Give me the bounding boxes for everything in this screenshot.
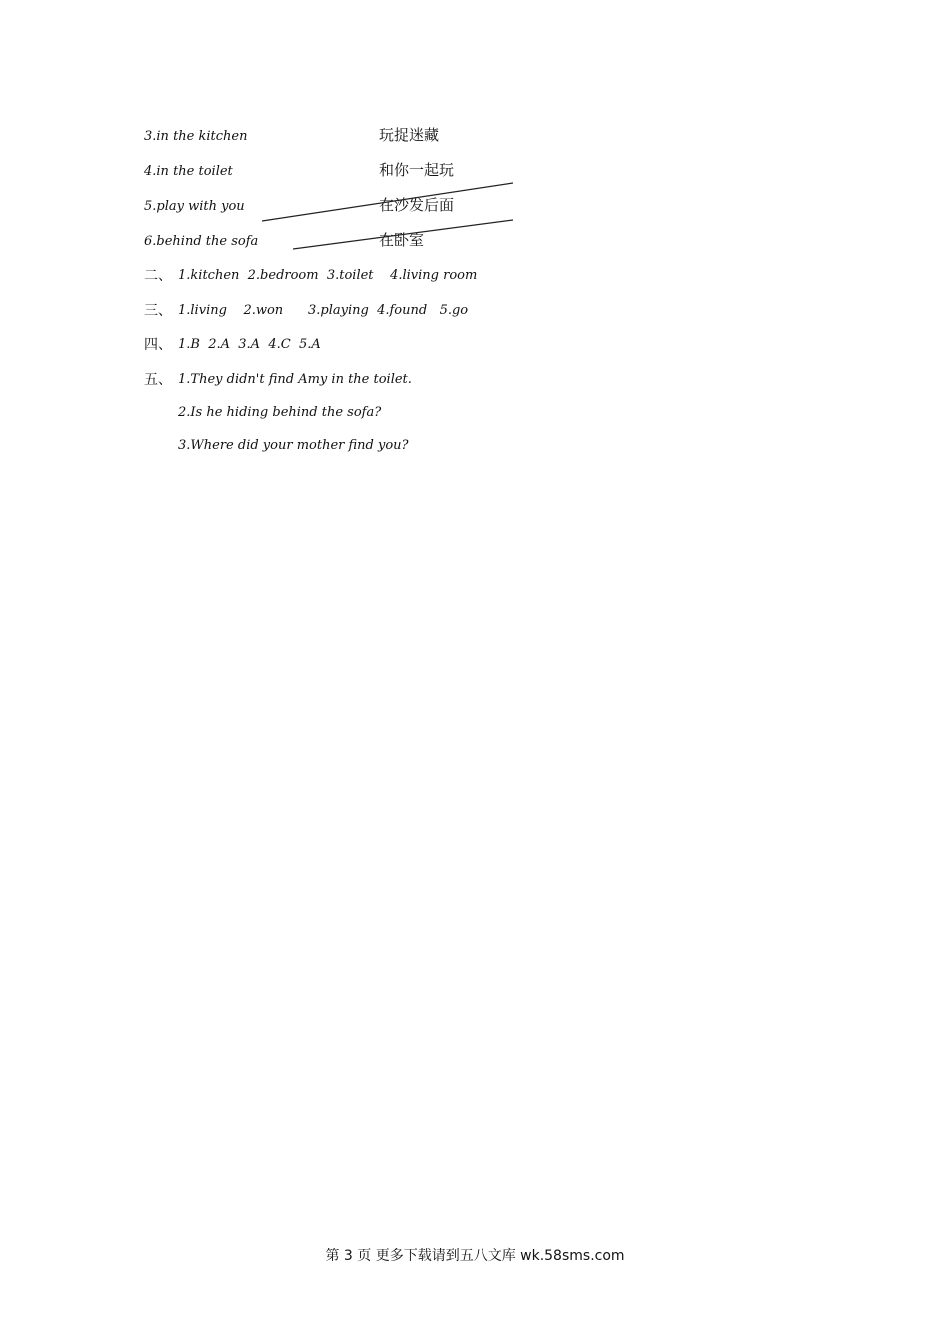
answer-text: 1.B 2.A 3.A 4.C 5.A [178,337,321,352]
answer-row [144,267,477,285]
answer-text: 1.kitchen 2.bedroom 3.toilet 4.living room [178,268,478,283]
match-left-item: 3.in the kitchen [144,129,248,144]
section-label: 二、 [144,268,172,284]
page-footer: 第 3 页 更多下载请到五八文库 wk.58sms.com [325,1248,625,1264]
answer-text: 1.living 2.won 3.playing 4.found 5.go [178,303,469,318]
match-line [293,220,513,249]
match-left-item: 6.behind the sofa [144,234,259,249]
section-label: 五、 [144,372,172,388]
section-label: 四、 [144,337,172,353]
match-right-item: 在卧室 [379,231,425,249]
answer-text: 1.They didn't find Amy in the toilet. [178,372,412,387]
matching-lines [0,0,950,300]
match-right-item: 在沙发后面 [379,196,455,214]
match-left-item: 5.play with you [144,199,245,214]
match-line [262,183,513,221]
answer-row [144,302,468,320]
answer-sentence: 2.Is he hiding behind the sofa? [178,405,382,420]
match-right-item: 和你一起玩 [379,161,455,179]
answer-sentence: 3.Where did your mother find you? [178,438,409,453]
match-left-item: 4.in the toilet [144,164,233,179]
match-right-item: 玩捉迷藏 [379,126,440,144]
section-label: 三、 [144,303,172,319]
answer-row [144,371,412,389]
answer-row [144,336,321,354]
